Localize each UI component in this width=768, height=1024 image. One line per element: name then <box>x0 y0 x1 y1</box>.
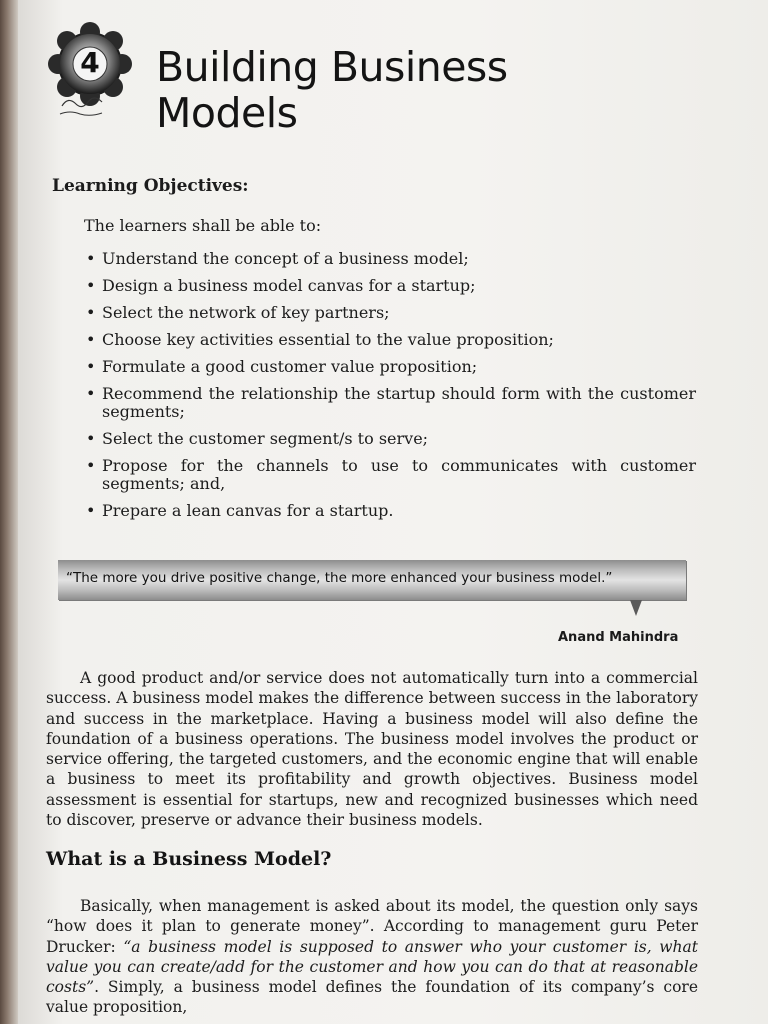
chapter-number: 4 <box>80 46 100 79</box>
book-spine-shadow <box>0 0 18 1024</box>
objective-item: • Prepare a lean canvas for a startup. <box>86 502 696 520</box>
objectives-list <box>86 250 696 529</box>
objective-item: • Choose key activities essential to the value proposition; <box>86 331 696 349</box>
objective-item: • Select the customer segment/s to serve; <box>86 430 696 448</box>
objective-item: • Understand the concept of a business model; <box>86 250 696 268</box>
drucker-quote: “a business model is supposed to answer who your customer is, what value you can create/add for the customer and how you can do that at reasonable costs” <box>46 937 698 997</box>
intro-paragraph: A good product and/or service does not automatically turn into a commercial success. A business model makes the difference between success in the laboratory and success in the marketplace. Having a business model will also define the foundation of a business operations. The business model involves the product or service offering, the targeted customers, and the economic engine that will enable a business to meet its profitability and growth objectives. Business model assessment is essential for startups, new and recognized businesses which need to discover, preserve or advance their business models. <box>46 669 698 830</box>
objective-item: • Design a business model canvas for a startup; <box>86 277 696 295</box>
objective-item: • Formulate a good customer value proposition; <box>86 358 696 376</box>
chapter-title-line-2: Models <box>156 89 298 137</box>
quote-box <box>58 560 686 600</box>
chapter-title-line-1: Building Business <box>156 43 508 91</box>
section-heading: What is a Business Model? <box>46 848 332 870</box>
quote-author: Anand Mahindra <box>558 630 679 645</box>
objective-item: • Propose for the channels to use to communicates with customer segments; and, <box>86 457 696 493</box>
learning-objectives-heading: Learning Objectives: <box>52 176 249 196</box>
objective-item: • Recommend the relationship the startup should form with the customer segments; <box>86 385 696 421</box>
book-page <box>18 0 768 1024</box>
chapter-badge <box>48 20 132 116</box>
learning-objectives-intro: The learners shall be able to: <box>84 216 322 235</box>
definition-text-end: . Simply, a business model defines the foundation of its company’s core value proposition, <box>46 978 698 1017</box>
chapter-title <box>156 44 508 136</box>
definition-text-start: Basically, when management is asked about its model, the question only says “how does it plan to generate money”. According to management guru Peter Drucker: <box>46 897 698 956</box>
quote-text: “The more you drive positive change, the more enhanced your business model.” <box>66 570 613 586</box>
objective-item: • Select the network of key partners; <box>86 304 696 322</box>
quote-tail <box>630 600 642 616</box>
definition-paragraph <box>46 896 698 1018</box>
